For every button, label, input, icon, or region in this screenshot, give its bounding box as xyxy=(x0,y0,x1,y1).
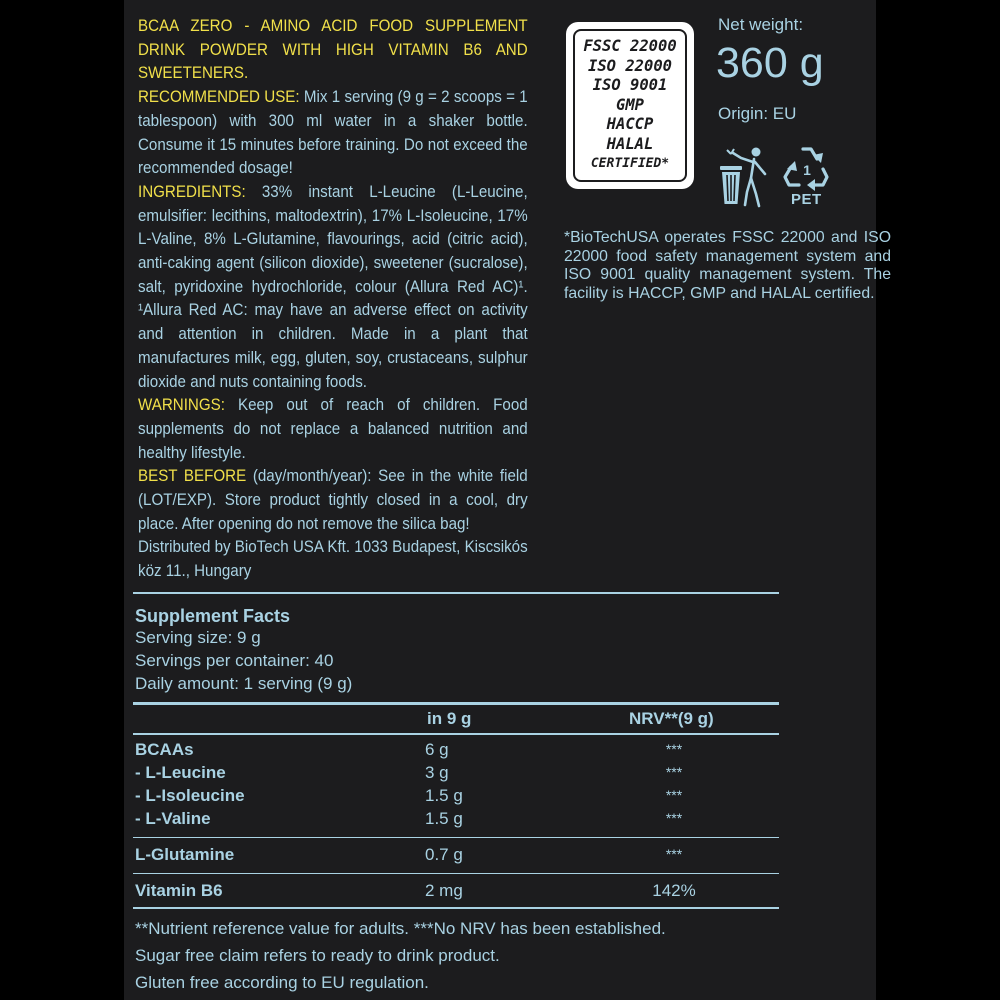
warnings-text: Keep out of reach of children. Food supplements do not replace a balanced nutrition and healthy lifestyle. xyxy=(138,396,528,462)
best-before-text: (day/month/year): See in the white field (LOT/EXP). Store product tightly closed in a cool, dry place. After opening do not remove the silica bag! xyxy=(138,467,528,533)
table-row-name: - L-Isoleucine xyxy=(135,786,245,805)
recommended-use-text: Mix 1 serving (9 g = 2 scoops = 1 tablespoon) with 300 ml water in a shaker bottle. Consume it 15 minutes before training. Do not exceed the recommended dosage! xyxy=(138,88,528,178)
cert-line: ISO 9001 xyxy=(592,76,668,94)
column-header-nrv: NRV**(9 g) xyxy=(629,709,714,728)
net-weight-value: 360 g xyxy=(716,39,824,87)
footnote: **Nutrient reference value for adults. ***No NRV has been established. xyxy=(135,919,666,938)
certification-note-text: *BioTechUSA operates FSSC 22000 and ISO 22000 food safety management system and ISO 9001 quality management system. The facility is HACCP, GMP and HALAL certified. xyxy=(564,229,891,302)
warnings-paragraph xyxy=(138,394,528,465)
cert-line: FSSC 22000 xyxy=(583,37,677,55)
table-row-name: - L-Leucine xyxy=(135,763,226,782)
cert-line: CERTIFIED* xyxy=(590,156,670,171)
table-row-name: - L-Valine xyxy=(135,809,211,828)
best-before-label: BEST BEFORE xyxy=(138,467,247,486)
table-row-name: BCAAs xyxy=(135,740,194,759)
pet-label: PET xyxy=(791,191,822,208)
distributor-text: Distributed by BioTech USA Kft. 1033 Budapest, Kiscsikós köz 11., Hungary xyxy=(138,538,528,581)
header-bottom-rule xyxy=(133,733,779,735)
best-before-paragraph xyxy=(138,465,528,536)
supplement-facts-title: Supplement Facts xyxy=(135,606,291,626)
table-row-amount: 2 mg xyxy=(425,881,463,900)
table-row-amount: 1.5 g xyxy=(425,786,463,805)
warnings-label: WARNINGS: xyxy=(138,396,225,415)
table-row-nrv: 142% xyxy=(652,881,696,900)
serving-size: Serving size: 9 g xyxy=(135,628,261,647)
table-row-nrv: *** xyxy=(665,810,683,826)
pet-recycling-icon xyxy=(779,141,835,197)
table-header-rule xyxy=(133,702,779,705)
ingredients-label: INGREDIENTS: xyxy=(138,182,246,201)
footnote: Sugar free claim refers to ready to drink product. xyxy=(135,946,500,965)
certification-note xyxy=(564,229,891,303)
certification-badge-border xyxy=(573,29,687,182)
cert-line: HACCP xyxy=(606,115,654,133)
table-row-nrv: *** xyxy=(665,787,683,803)
row-divider xyxy=(133,837,779,838)
table-bottom-rule xyxy=(133,907,779,909)
origin-text: Origin: EU xyxy=(718,104,797,123)
cert-line: ISO 22000 xyxy=(588,56,672,75)
tidyman-bin-icon xyxy=(719,144,771,208)
table-row-nrv: *** xyxy=(665,764,683,780)
cert-line: HALAL xyxy=(606,134,654,153)
table-row-name: L-Glutamine xyxy=(135,845,235,864)
table-row-name: Vitamin B6 xyxy=(135,881,223,900)
product-label xyxy=(124,0,891,1000)
facts-top-rule xyxy=(133,592,779,594)
table-row-amount: 0.7 g xyxy=(425,845,463,864)
pet-number: 1 xyxy=(803,162,811,178)
row-divider xyxy=(133,873,779,874)
table-row-nrv: *** xyxy=(665,741,683,757)
table-row-nrv: *** xyxy=(665,846,683,862)
net-weight-label: Net weight: xyxy=(718,15,804,34)
column-header-amount: in 9 g xyxy=(427,709,472,728)
product-title: BCAA ZERO - AMINO ACID FOOD SUPPLEMENT DRINK POWDER WITH HIGH VITAMIN B6 AND SWEETENERS. xyxy=(138,17,528,83)
table-row-amount: 1.5 g xyxy=(425,809,463,828)
cert-line: GMP xyxy=(616,95,644,114)
footnote: Gluten free according to EU regulation. xyxy=(135,973,429,992)
recommended-use-label: RECOMMENDED USE: xyxy=(138,88,300,107)
certification-badge xyxy=(566,22,694,189)
table-row-amount: 6 g xyxy=(425,740,449,759)
daily-amount: Daily amount: 1 serving (9 g) xyxy=(135,674,353,693)
certification-lines xyxy=(575,37,685,174)
table-row-amount: 3 g xyxy=(425,763,449,782)
ingredients-paragraph xyxy=(138,181,528,394)
ingredients-column xyxy=(138,15,528,584)
servings-per-container: Servings per container: 40 xyxy=(135,651,334,670)
recommended-use xyxy=(138,86,528,181)
ingredients-text: 33% instant L-Leucine (L-Leucine, emulsifier: lecithins, maltodextrin), 17% L-Isoleucine, 17% L-Valine, 8% L-Glutamine, flavourings, acid (citric acid), anti-caking agent (silicon dioxide), sweetener (sucralose), salt, pyridoxine hydrochloride, colour (Allura Red AC)¹. ¹Allura Red AC: may have an adverse effect on activity and attention in children. Made in a plant that manufactures milk, egg, gluten, soy, crustaceans, sulphur dioxide and nuts containing foods. xyxy=(138,182,528,391)
